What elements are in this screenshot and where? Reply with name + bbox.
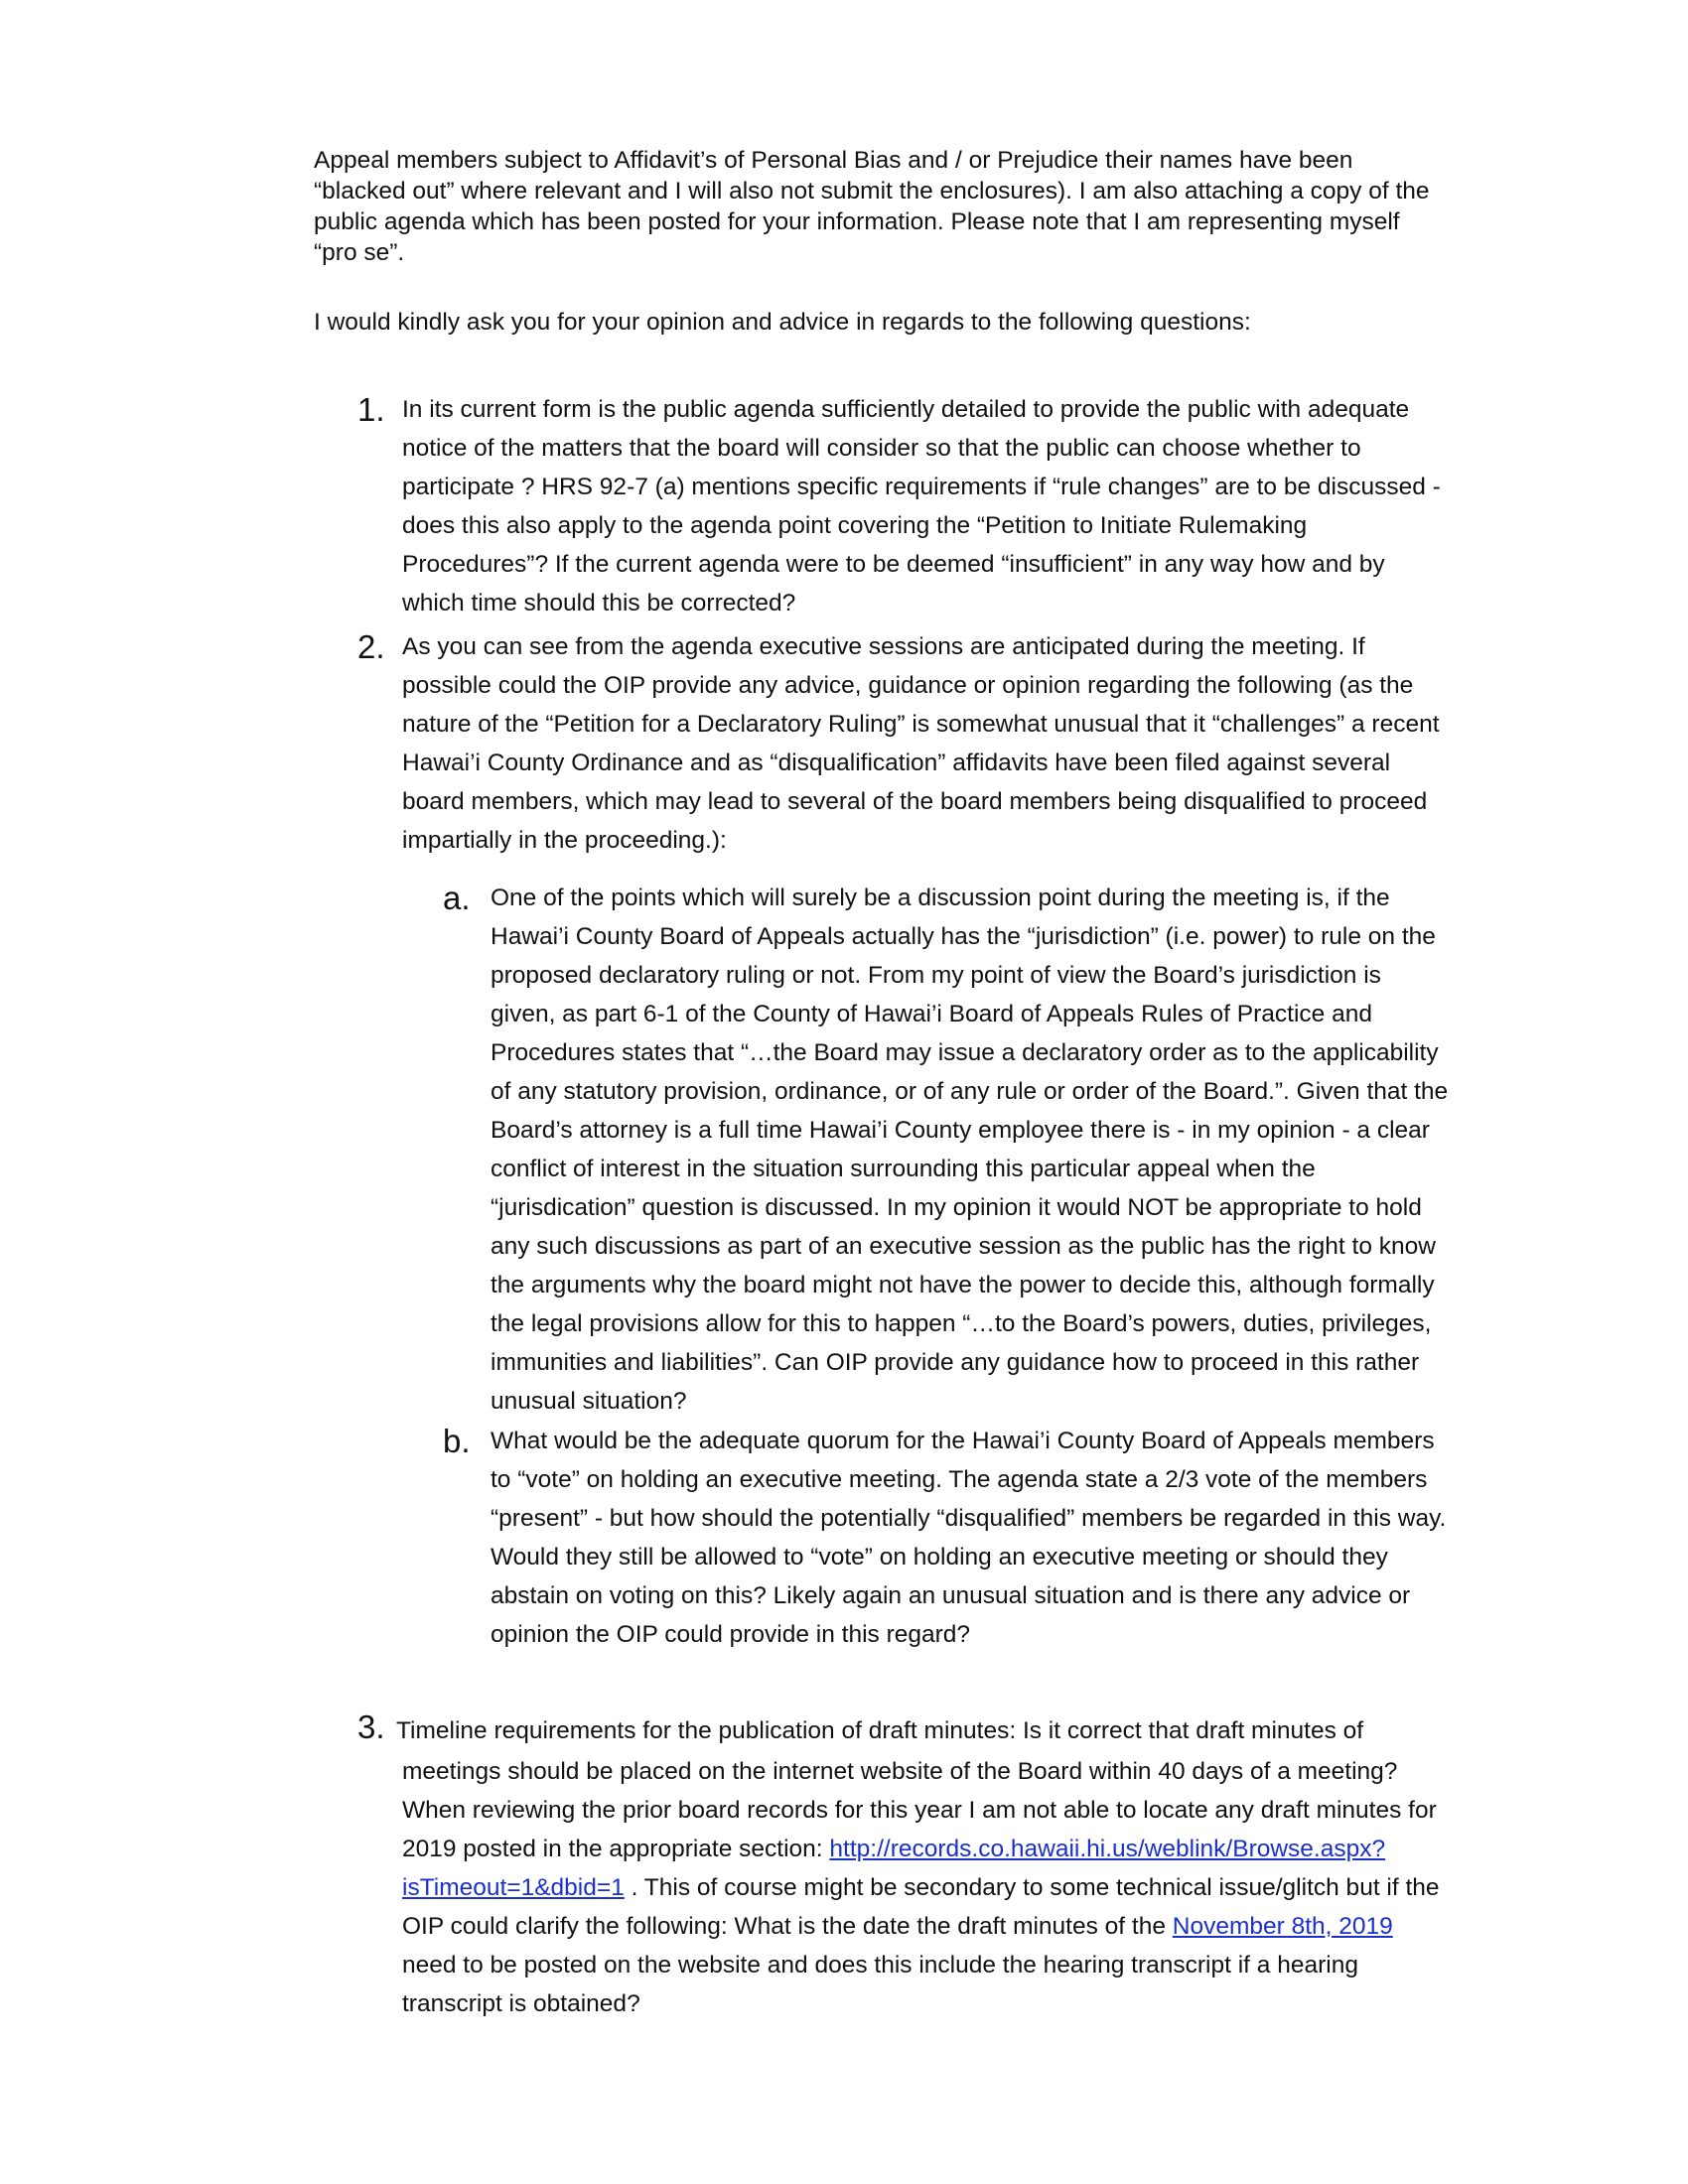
question-3-lead-text: Timeline requirements for the publication of draft minutes: Is it correct that draft minutes of [396, 1717, 1364, 1744]
sublist-marker: a. [443, 880, 471, 916]
question-2b-text: What would be the adequate quorum for the Hawai’i County Board of Appeals members to “vote” on holding an executive meeting. The agenda state a 2/3 vote of the members “present” - but how should the potentially “disqualified” members be regarded in this way. Would they still be allowed to “vote” on holding an executive meeting or should they abstain on voting on this? Likely again an unusual situation and is there any advice or opinion the OIP could provide in this regard? [491, 1428, 1447, 1648]
question-3-text [402, 1752, 1450, 2023]
november-8th-2019-link[interactable]: November 8th, 2019 [1172, 1913, 1393, 1940]
list-marker: 1. [357, 391, 385, 428]
question-2a-text: One of the points which will surely be a discussion point during the meeting is, if the Hawai’i County Board of Appeals actually has the “jurisdiction” (i.e. power) to rule on the proposed declaratory ruling or not. From my point of view the Board’s jurisdiction is given, as part 6-1 of the County of Hawai’i Board of Appeals Rules of Practice and Procedures states that “…the Board may issue a declaratory order as to the applicability of any statutory provision, ordinance, or of any rule or order of the Board.”. Given that the Board’s attorney is a full time Hawai’i County employee there is - in my opinion - a clear conflict of interest in the situation surrounding this particular appeal when the “jurisdication” question is discussed. In my opinion it would NOT be appropriate to hold any such discussions as part of an executive session as the public has the right to know the arguments why the board might not have the power to decide this, although formally the legal provisions allow for this to happen “…to the Board’s powers, duties, privileges, immunities and liabilities”. Can OIP provide any guidance how to proceed in this rather unusual situation? [491, 885, 1449, 1415]
question-1-text: In its current form is the public agenda sufficiently detailed to provide the public with adequate notice of the matters that the board will consider so that the public can choose whether to participate ? HRS 92-7 (a) mentions specific requirements if “rule changes” are to be discussed - does this also apply to the agenda point covering the “Petition to Initiate Rulemaking Procedures”? If the current agenda were to be deemed “insufficient” in any way how and by which time should this be corrected? [402, 396, 1441, 616]
sublist-marker: b. [443, 1423, 471, 1459]
intro-paragraph: Appeal members subject to Affidavit’s of Personal Bias and / or Prejudice their names have been “blacked out” where relevant and I will also not submit the enclosures). I am also attaching a copy of the public agenda which has been posted for your information. Please note that I am representing myself “pro se”. [314, 147, 1430, 266]
question-2-text: As you can see from the agenda executive sessions are anticipated during the meeting. If possible could the OIP provide any advice, guidance or opinion regarding the following (as the nature of the “Petition for a Declaratory Ruling” is somewhat unusual that it “challenges” a recent Hawai’i County Ordinance and as “disqualification” affidavits have been filed against several board members, which may lead to several of the board members being disqualified to proceed impartially in the proceeding.): [402, 633, 1440, 854]
question-3-text-part2: . This of course might be secondary to some technical issue/glitch but if the OIP could clarify the following: What is the date the draft minutes of the [402, 1874, 1440, 1940]
list-marker: 3. [357, 1708, 385, 1745]
question-3-text-part1: meetings should be placed on the internet website of the Board within 40 days of a meeting? When reviewing the prior board records for this year I am not able to locate any draft minutes for 2019 posted in the appropriate section: [402, 1758, 1437, 1862]
records-weblink-link[interactable]: http://records.co.hawaii.hi.us/weblink/Browse.aspx?isTimeout=1&dbid=1 [402, 1836, 1386, 1901]
list-marker: 2. [357, 628, 385, 665]
request-paragraph: I would kindly ask you for your opinion and advice in regards to the following questions: [314, 309, 1251, 336]
question-3-text-part3: need to be posted on the website and does this include the hearing transcript if a hearing transcript is obtained? [402, 1952, 1358, 2017]
question-3-lead [396, 1711, 1449, 1750]
